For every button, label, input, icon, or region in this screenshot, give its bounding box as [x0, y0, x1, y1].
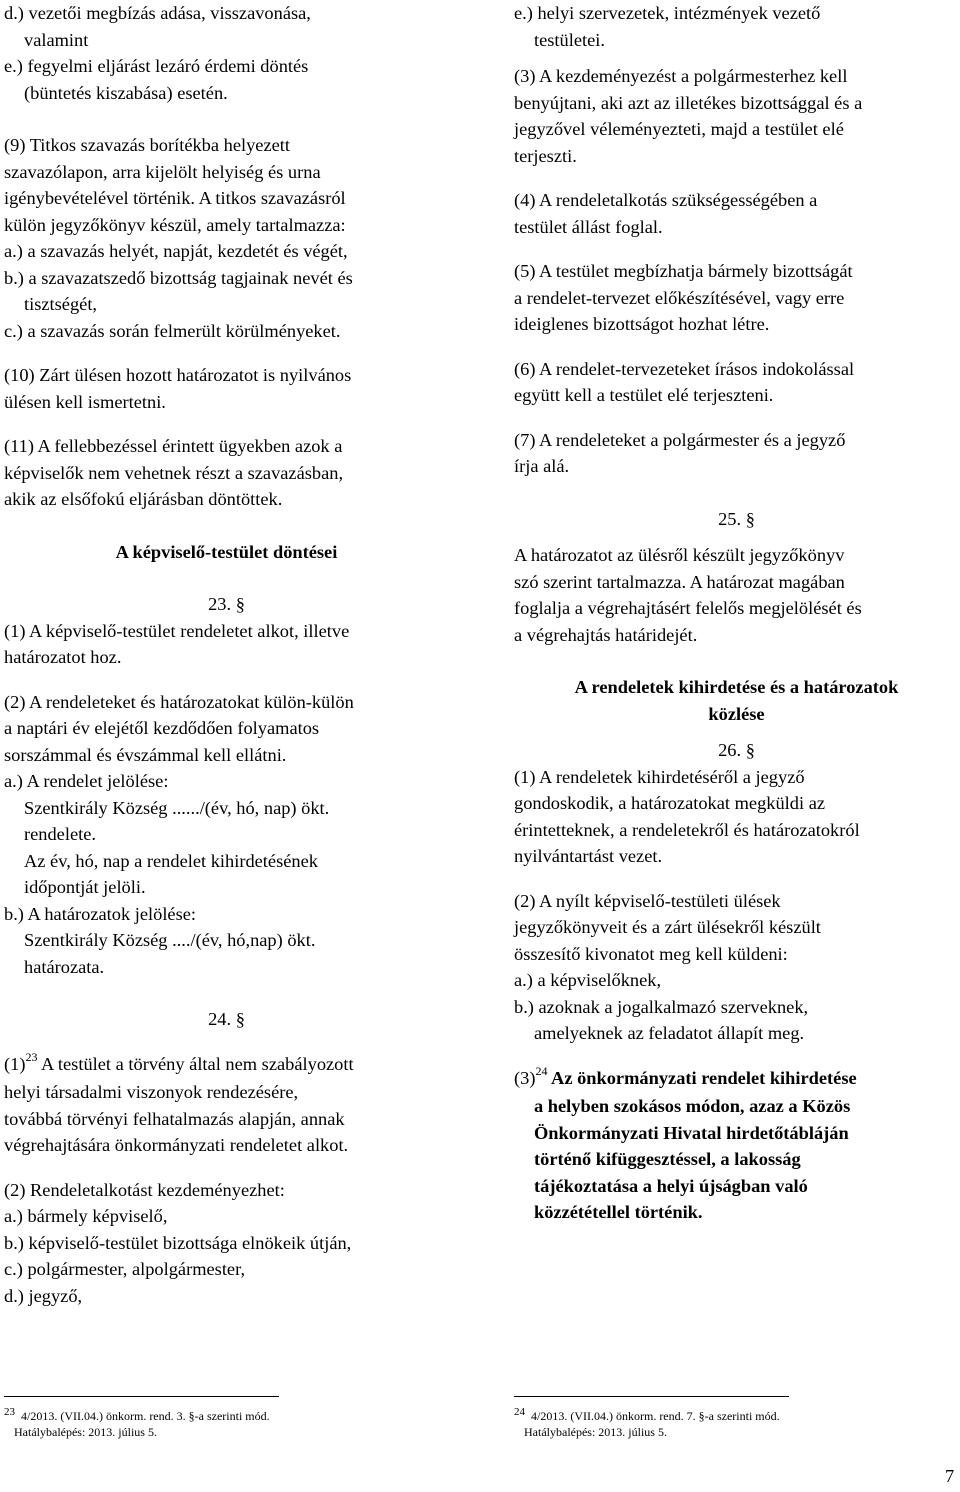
footnote-reference: 23	[25, 1049, 38, 1064]
text-line: (4) A rendeletalkotás szükségességében a	[514, 190, 818, 210]
text-line: együtt kell a testület elé terjeszteni.	[514, 385, 774, 405]
footnote-rule	[4, 1396, 279, 1397]
spacer	[514, 648, 959, 674]
section-number: 26. §	[718, 740, 755, 760]
text-line: időpontját jelöli.	[24, 877, 146, 897]
right-footnote	[514, 1396, 789, 1440]
text-line: képviselők nem vehetnek részt a szavazásban,	[4, 462, 344, 483]
footnote-effective-date: Hatálybalépés: 2013. július 5.	[524, 1425, 667, 1439]
page-number: 7	[945, 1466, 955, 1486]
spacer	[4, 671, 449, 689]
text-line: c.) polgármester, alpolgármester,	[4, 1259, 246, 1279]
text-line: Szentkirály Község ....../(év, hó, nap) ökt.	[24, 797, 330, 818]
footnote-number: 24	[514, 1406, 525, 1418]
text-line: külön jegyzőkönyv készül, amely tartalmazza:	[4, 214, 346, 235]
text-line: testületei.	[534, 29, 605, 50]
spacer	[514, 480, 959, 506]
text-line: (2) A nyílt képviselő-testületi ülések	[514, 890, 781, 911]
text-line: (9) Titkos szavazás borítékba helyezett	[4, 135, 290, 155]
spacer	[4, 106, 449, 132]
text-line: történő kifüggesztéssel, a lakosság	[534, 1149, 801, 1169]
text-line: benyújtani, aki azt az illetékes bizottsággal és a	[514, 92, 863, 113]
spacer	[4, 980, 449, 1006]
right-column	[514, 0, 959, 1226]
text-line: jegyzőkönyveit és a zárt ülésekről készült	[514, 917, 821, 937]
spacer	[514, 338, 959, 356]
text-line: d.) jegyző,	[4, 1285, 83, 1306]
footnote-text: 4/2013. (VII.04.) önkorm. rend. 7. §-a szerinti mód.	[531, 1409, 780, 1423]
text-line: végrehajtására önkormányzati rendeletet alkot.	[4, 1135, 349, 1155]
text-line: e.) fegyelmi eljárást lezáró érdemi döntés	[4, 56, 309, 76]
text-line: b.) a szavazatszedő bizottság tagjainak nevét és	[4, 267, 353, 288]
section-heading: közlése	[708, 703, 765, 724]
text-line: továbbá törvényi felhatalmazás alapján, annak	[4, 1108, 345, 1129]
text-line: b.) A határozatok jelölése:	[4, 903, 197, 924]
text-line: a.) a szavazás helyét, napját, kezdetét és végét,	[4, 241, 348, 261]
text-line: helyi társadalmi viszonyok rendezésére,	[4, 1082, 299, 1102]
text-line: terjeszti.	[514, 145, 577, 166]
left-column	[4, 0, 449, 1309]
text-line: határozatot hoz.	[4, 647, 122, 667]
text-line: Önkormányzati Hivatal hirdetőtábláján	[534, 1122, 849, 1143]
text-line: szavazólapon, arra kijelölt helyiség és urna	[4, 161, 321, 182]
spacer	[514, 409, 959, 427]
text-line: jegyzővel véleményezteti, majd a testület elé	[514, 119, 844, 139]
text-line: a.) a képviselőknek,	[514, 970, 662, 990]
footnote-number: 23	[4, 1406, 15, 1418]
text-line: (11) A fellebbezéssel érintett ügyekben azok a	[4, 436, 343, 456]
spacer	[514, 240, 959, 258]
text-line: tisztségét,	[24, 294, 98, 314]
text-line: Szentkirály Község ..../(év, hó,nap) ökt.	[24, 930, 316, 950]
text-line: a rendelet-tervezet előkészítésével, vagy erre	[514, 287, 845, 308]
text-line: c.) a szavazás során felmerült körülményeket.	[4, 320, 341, 341]
line-text: Az önkormányzati rendelet kihirdetése	[551, 1067, 857, 1088]
text-line: nyilvántartást vezet.	[514, 846, 663, 866]
text-line	[4, 1051, 449, 1080]
text-line: a.) A rendelet jelölése:	[4, 771, 169, 791]
spacer	[514, 870, 959, 888]
text-line: gondoskodik, a határozatokat megküldi az	[514, 793, 826, 813]
text-line: szó szerint tartalmazza. A határozat magában	[514, 571, 845, 592]
spacer	[4, 565, 449, 591]
spacer	[4, 344, 449, 362]
text-line: sorszámmal és évszámmal kell ellátni.	[4, 744, 287, 765]
section-heading: A képviselő-testület döntései	[115, 541, 338, 562]
text-line: igénybevételével történik. A titkos szavazásról	[4, 188, 346, 208]
text-line: akik az elsőfokú eljárásban döntöttek.	[4, 489, 283, 509]
spacer	[514, 1047, 959, 1065]
spacer	[4, 513, 449, 539]
line-text: A testület a törvény által nem szabályozott	[41, 1053, 354, 1074]
text-line: foglalja a végrehajtásért felelős megjelölését és	[514, 598, 862, 618]
text-line: közzététellel történik.	[534, 1202, 703, 1222]
spacer	[514, 532, 959, 542]
text-line: összesítő kivonatot meg kell küldeni:	[514, 943, 788, 964]
text-line: (1) A rendeletek kihirdetéséről a jegyző	[514, 766, 805, 787]
text-line: ülésen kell ismertetni.	[4, 391, 166, 412]
text-line: a.) bármely képviselő,	[4, 1206, 168, 1226]
text-line: d.) vezetői megbízás adása, visszavonása,	[4, 3, 311, 23]
text-line: Az év, hó, nap a rendelet kihirdetésének	[24, 850, 318, 871]
text-line: a végrehajtás határidejét.	[514, 624, 698, 645]
spacer	[4, 415, 449, 433]
text-line: (1) A képviselő-testület rendeletet alkot, illetve	[4, 620, 350, 641]
spacer	[514, 53, 959, 63]
text-line: A határozatot az ülésről készült jegyzőkönyv	[514, 545, 845, 565]
text-line: amelyeknek az feladatot állapít meg.	[534, 1023, 805, 1043]
text-line: (7) A rendeleteket a polgármester és a jegyző	[514, 429, 846, 450]
text-line: tájékoztatása a helyi újságban való	[534, 1175, 808, 1196]
text-line: érintetteknek, a rendeletekről és határozatokról	[514, 819, 860, 840]
spacer	[514, 727, 959, 737]
left-footnote	[4, 1396, 279, 1440]
text-line: valamint	[24, 29, 89, 50]
text-line: (büntetés kiszabása) esetén.	[24, 82, 228, 103]
text-line: a naptári év elejétől kezdődően folyamatos	[4, 718, 320, 738]
text-line: (6) A rendelet-tervezeteket írásos indokolással	[514, 358, 855, 379]
paragraph-number: (1)	[4, 1053, 26, 1074]
text-line: ideiglenes bizottságot hozhat létre.	[514, 314, 770, 334]
footnote-effective-date: Hatálybalépés: 2013. július 5.	[14, 1425, 157, 1439]
text-line: (2) Rendeletalkotást kezdeményezhet:	[4, 1179, 285, 1200]
text-line: (10) Zárt ülésen hozott határozatot is nyilvános	[4, 365, 352, 385]
text-line: (5) A testület megbízhatja bármely bizottságát	[514, 261, 853, 281]
spacer	[514, 169, 959, 187]
text-line: rendelete.	[24, 824, 96, 844]
footnote-reference: 24	[535, 1063, 548, 1078]
footnote-text: 4/2013. (VII.04.) önkorm. rend. 3. §-a szerinti mód.	[21, 1409, 270, 1423]
text-line: (2) A rendeleteket és határozatokat külön-külön	[4, 691, 354, 712]
text-line: határozata.	[24, 956, 105, 977]
section-number: 25. §	[718, 508, 755, 529]
text-line: e.) helyi szervezetek, intézmények vezető	[514, 3, 821, 23]
spacer	[4, 1033, 449, 1051]
spacer	[4, 1159, 449, 1177]
text-line: b.) képviselő-testület bizottsága elnökeik útján,	[4, 1232, 352, 1253]
footnote-rule	[514, 1396, 789, 1397]
text-line: írja alá.	[514, 456, 570, 476]
text-line: (3) A kezdeményezést a polgármesterhez kell	[514, 66, 848, 86]
text-line: testület állást foglal.	[514, 216, 663, 237]
text-line: a helyben szokásos módon, azaz a Közös	[534, 1096, 851, 1116]
section-heading: A rendeletek kihirdetése és a határozatok	[574, 677, 899, 697]
section-number: 23. §	[208, 594, 245, 614]
paragraph-number: (3)	[514, 1067, 536, 1088]
section-number: 24. §	[208, 1009, 245, 1029]
text-line	[514, 1065, 959, 1094]
text-line: b.) azoknak a jogalkalmazó szerveknek,	[514, 996, 809, 1017]
